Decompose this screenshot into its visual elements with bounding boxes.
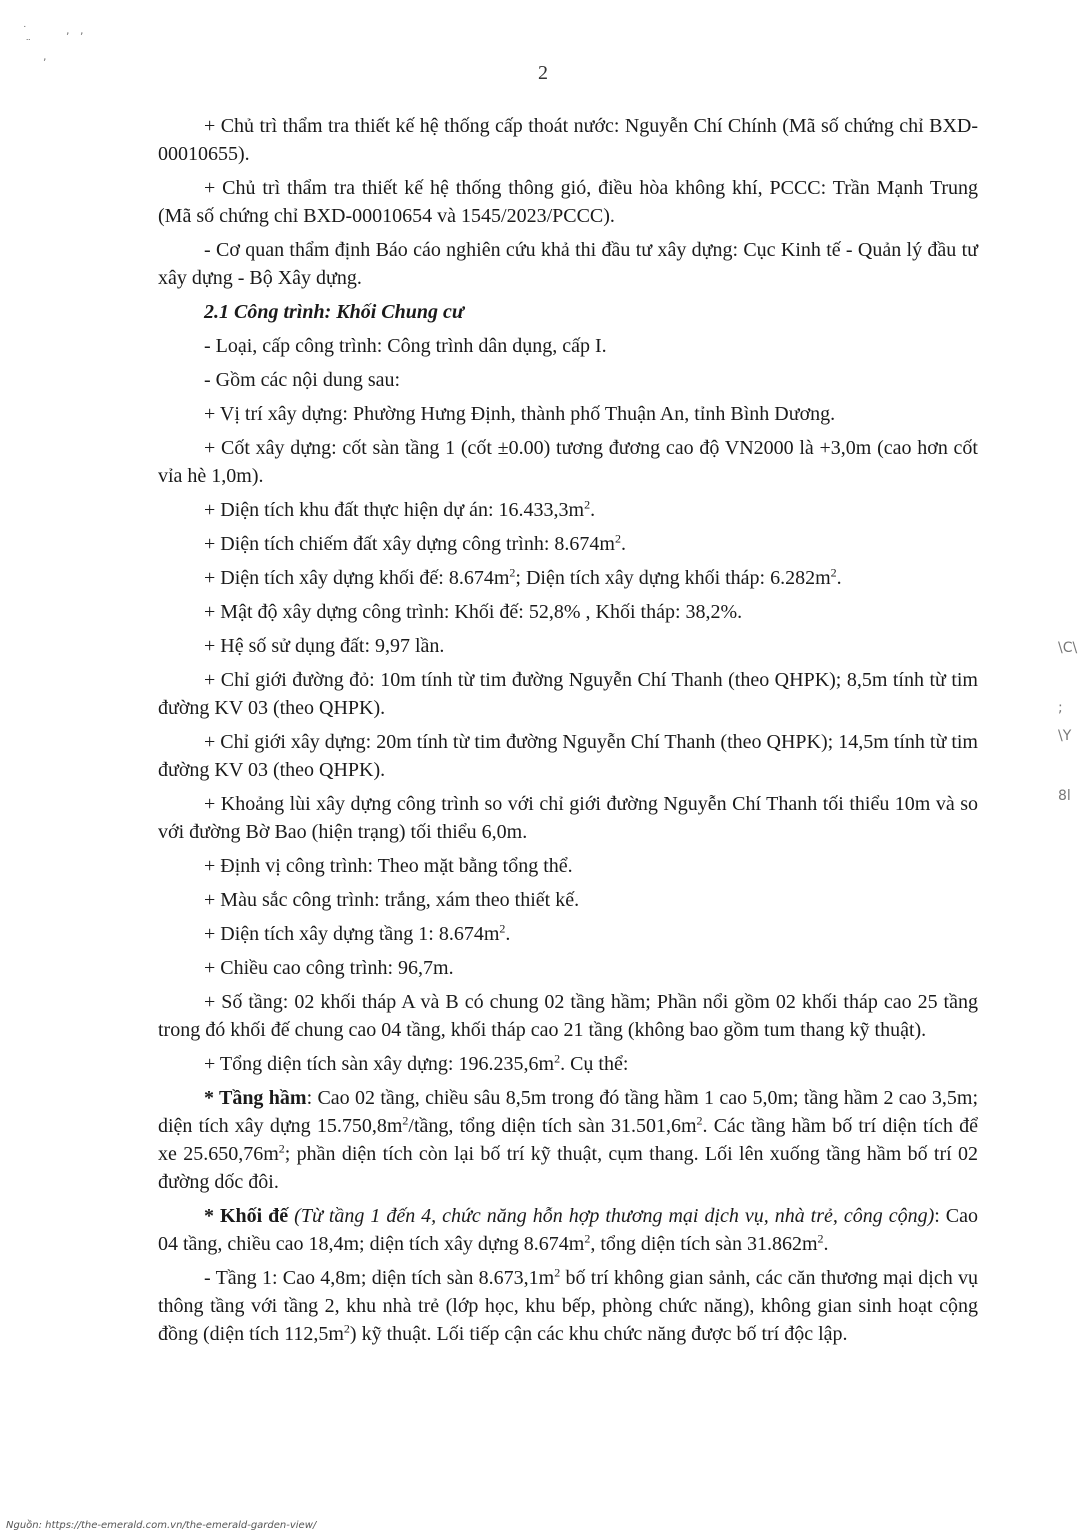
margin-mark: \Y (1058, 728, 1072, 744)
paragraph: + Vị trí xây dựng: Phường Hưng Định, thành phố Thuận An, tỉnh Bình Dương. (204, 403, 836, 425)
paragraph: * Tầng hầm: Cao 02 tầng, chiều sâu 8,5m trong đó tầng hầm 1 cao 5,0m; tầng hầm 2 cao 3,5m; diện tích xây dựng $15.750,8m^2$/tầng, tổng diện tích sàn $31.501,6m^2$. Các tầng hầm bố trí diện tích để xe $25.650,76m^2$; phần diện tích còn lại bố trí kỹ thuật, cụm thang. Lối lên xuống tầng hầm bố trí 02 đường dốc đôi. (158, 1087, 979, 1193)
paragraph: + Số tầng: 02 khối tháp A và B có chung 02 tầng hầm; Phần nổi gồm 02 khối tháp cao 25 tầng trong đó khối đế chung cao 04 tầng, khối tháp cao 21 tầng (không bao gồm tum thang kỹ thuật). (158, 991, 978, 1041)
page-number: 2 (538, 62, 548, 84)
source-footnote: Nguồn: https://the-emerald.com.vn/the-emerald-garden-view/ (6, 1520, 317, 1531)
paragraph: + Tổng diện tích sàn xây dựng: $196.235,6m^2$. Cụ thể: (204, 1051, 629, 1075)
paragraph: + Diện tích khu đất thực hiện dự án: $16.433,3m^2$. (204, 497, 596, 521)
paragraph: - Cơ quan thẩm định Báo cáo nghiên cứu khả thi đầu tư xây dựng: Cục Kinh tế - Quản lý đầu tư xây dựng - Bộ Xây dựng. (158, 239, 978, 289)
paragraph: + Chỉ giới xây dựng: 20m tính từ tim đường Nguyễn Chí Thanh (theo QHPK); 14,5m tính từ tim đường KV 03 (theo QHPK). (158, 731, 978, 781)
scan-artifact-dots: ˙ , , ¨ , (22, 24, 84, 63)
paragraph: + Chiều cao công trình: 96,7m. (204, 957, 454, 979)
paragraph: - Gồm các nội dung sau: (204, 369, 401, 391)
paragraph: + Mật độ xây dựng công trình: Khối đế: 52,8% , Khối tháp: 38,2%. (204, 601, 743, 623)
paragraph: + Chủ trì thẩm tra thiết kế hệ thống thông gió, điều hòa không khí, PCCC: Trần Mạnh Trung (Mã số chứng chỉ BXD-00010654 và 1545/2023/PCCC). (158, 177, 978, 227)
section-heading: 2.1 Công trình: Khối Chung cư (204, 301, 464, 323)
paragraph: + Diện tích xây dựng khối đế: $8.674m^2$; Diện tích xây dựng khối tháp: $6.282m^2$. (204, 565, 842, 589)
margin-mark: 8l (1058, 788, 1071, 804)
paragraph: + Màu sắc công trình: trắng, xám theo thiết kế. (204, 889, 580, 911)
paragraph: + Diện tích xây dựng tầng 1: $8.674m^2$. (204, 921, 511, 945)
paragraph: + Định vị công trình: Theo mặt bằng tổng thể. (204, 855, 573, 877)
paragraph: + Khoảng lùi xây dựng công trình so với chỉ giới đường Nguyễn Chí Thanh tối thiểu 10m và so với đường Bờ Bao (hiện trạng) tối thiểu 6,0m. (158, 793, 978, 843)
margin-mark: ; (1058, 700, 1063, 716)
paragraph: + Diện tích chiếm đất xây dựng công trình: $8.674m^2$. (204, 531, 626, 555)
paragraph: + Chủ trì thẩm tra thiết kế hệ thống cấp thoát nước: Nguyễn Chí Chính (Mã số chứng chỉ BXD-00010655). (158, 115, 978, 165)
document-body (158, 112, 978, 1354)
paragraph: - Loại, cấp công trình: Công trình dân dụng, cấp I. (204, 335, 607, 357)
margin-mark: \С\ (1058, 640, 1078, 656)
paragraph: + Hệ số sử dụng đất: 9,97 lần. (204, 635, 445, 657)
paragraph: * Khối đế (Từ tầng 1 đến 4, chức năng hỗn hợp thương mại dịch vụ, nhà trẻ, công cộng): Cao 04 tầng, chiều cao 18,4m; diện tích xây dựng $8.674m^2$, tổng diện tích sàn $31.862m^2$. (158, 1205, 978, 1255)
paragraph: + Cốt xây dựng: cốt sàn tầng 1 (cốt ±0.00) tương đương cao độ VN2000 là +3,0m (cao hơn cốt vỉa hè 1,0m). (158, 437, 978, 487)
paragraph: + Chỉ giới đường đỏ: 10m tính từ tim đường Nguyễn Chí Thanh (theo QHPK); 8,5m tính từ tim đường KV 03 (theo QHPK). (158, 669, 978, 719)
paragraph: - Tầng 1: Cao 4,8m; diện tích sàn $8.673,1m^2$ bố trí không gian sảnh, các căn thương mại dịch vụ thông tầng với tầng 2, khu nhà trẻ (lớp học, khu bếp, phòng chức năng), không gian sinh hoạt cộng đồng (diện tích $112,5m^2$) kỹ thuật. Lối tiếp cận các khu chức năng được bố trí độc lập. (158, 1265, 978, 1345)
